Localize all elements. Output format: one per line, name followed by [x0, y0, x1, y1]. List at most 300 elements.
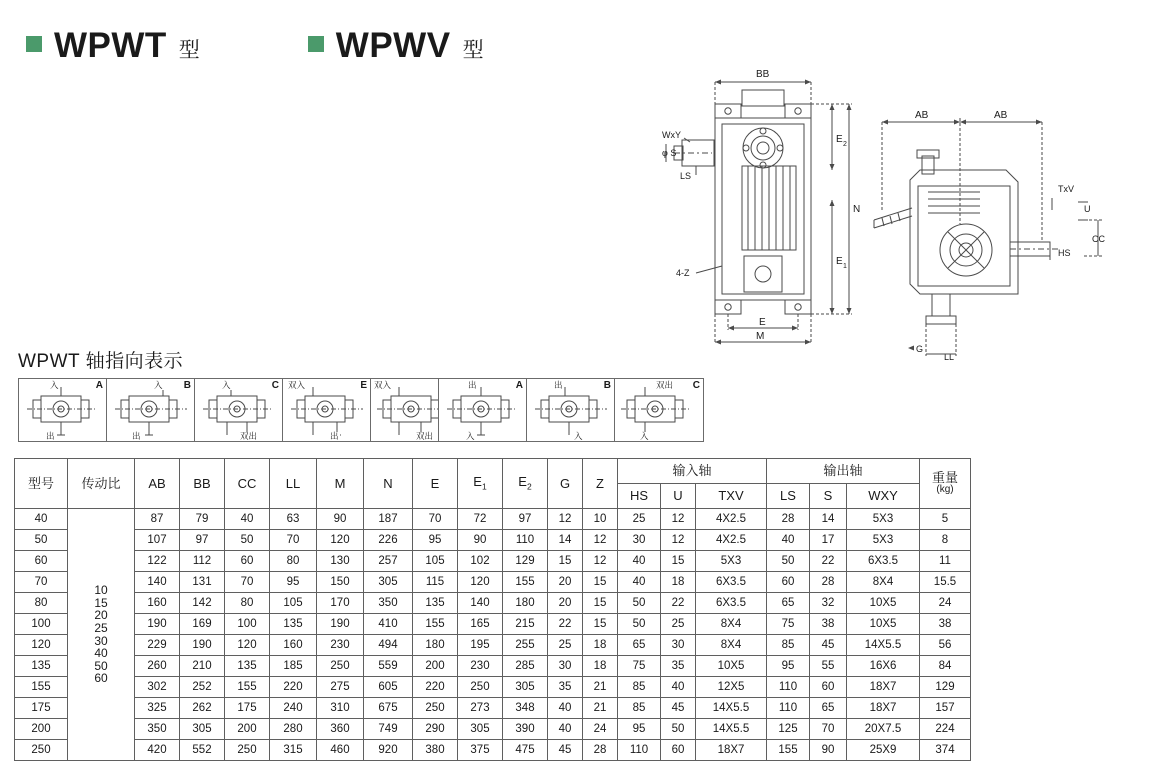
shaft-option-f-top-label: 双入 — [374, 380, 392, 390]
shaft-option-f-bottom-label: 双出 — [416, 430, 434, 441]
accent-square-icon — [26, 36, 42, 52]
cell-g: 20 — [548, 572, 583, 593]
cell-z: 21 — [583, 677, 618, 698]
cell-e2: 255 — [503, 635, 548, 656]
cell-s: 17 — [810, 530, 847, 551]
cell-ab: 302 — [135, 677, 180, 698]
cell-e2: 155 — [503, 572, 548, 593]
cell-n: 305 — [364, 572, 413, 593]
cell-wxy: 5X3 — [847, 509, 920, 530]
shaft-option-a[interactable] — [19, 379, 107, 441]
shaft-direction-section-label: WPWT 轴指向表示 — [18, 351, 184, 372]
cell-ls: 125 — [767, 719, 810, 740]
cell-ab: 87 — [135, 509, 180, 530]
output-option-b-icon — [527, 379, 615, 441]
th-ab: AB — [135, 459, 180, 509]
cell-n: 559 — [364, 656, 413, 677]
cell-txv: 4X2.5 — [696, 530, 767, 551]
cell-wxy: 20X7.5 — [847, 719, 920, 740]
output-option-a-icon — [439, 379, 527, 441]
cell-g: 25 — [548, 635, 583, 656]
svg-text:M: M — [756, 331, 765, 342]
cell-g: 40 — [548, 698, 583, 719]
cell-wxy: 6X3.5 — [847, 551, 920, 572]
cell-cc: 200 — [225, 719, 270, 740]
svg-text:φ S: φ S — [662, 148, 677, 158]
cell-weight: 38 — [920, 614, 971, 635]
th-model: 型号 — [15, 459, 68, 509]
cell-n: 187 — [364, 509, 413, 530]
cell-wxy: 14X5.5 — [847, 635, 920, 656]
ratio-20: 20 — [94, 608, 108, 623]
table-row — [15, 614, 971, 635]
cell-z: 28 — [583, 740, 618, 761]
cell-e1: 230 — [458, 656, 503, 677]
cell-wxy: 16X6 — [847, 656, 920, 677]
cell-z: 21 — [583, 698, 618, 719]
output-option-b[interactable] — [527, 379, 615, 441]
th-input-group: 输入轴 — [618, 459, 767, 484]
output-option-a-bottom-label: 入 — [466, 430, 475, 441]
cell-u: 50 — [661, 719, 696, 740]
shaft-option-c[interactable] — [195, 379, 283, 441]
svg-text:G: G — [916, 344, 924, 354]
cell-ll: 80 — [270, 551, 317, 572]
cell-hs: 25 — [618, 509, 661, 530]
output-option-a-tag: A — [515, 380, 523, 391]
table-row — [15, 656, 971, 677]
th-g: G — [548, 459, 583, 509]
cell-ls: 75 — [767, 614, 810, 635]
output-option-a-top-label: 出 — [468, 380, 477, 390]
cell-n: 605 — [364, 677, 413, 698]
ratio-50: 50 — [94, 658, 108, 673]
cell-n: 494 — [364, 635, 413, 656]
cell-e2: 285 — [503, 656, 548, 677]
cell-m: 130 — [317, 551, 364, 572]
cell-model: 200 — [15, 719, 68, 740]
cell-weight: 8 — [920, 530, 971, 551]
title-wpwv-name: WPWV — [335, 26, 451, 65]
cell-z: 12 — [583, 530, 618, 551]
cell-g: 30 — [548, 656, 583, 677]
cell-txv: 14X5.5 — [696, 698, 767, 719]
th-hs: HS — [618, 484, 661, 509]
cell-u: 25 — [661, 614, 696, 635]
cell-cc: 50 — [225, 530, 270, 551]
th-n: N — [364, 459, 413, 509]
cell-z: 18 — [583, 656, 618, 677]
cell-e2: 348 — [503, 698, 548, 719]
cell-ll: 240 — [270, 698, 317, 719]
cell-e: 135 — [413, 593, 458, 614]
output-option-c-bottom-label: 入 — [640, 430, 649, 441]
cell-ll: 105 — [270, 593, 317, 614]
cell-bb: 79 — [180, 509, 225, 530]
cell-e1: 195 — [458, 635, 503, 656]
table-row — [15, 572, 971, 593]
cell-s: 70 — [810, 719, 847, 740]
th-e2 — [503, 459, 548, 509]
cell-cc: 175 — [225, 698, 270, 719]
cell-bb: 190 — [180, 635, 225, 656]
svg-text:CC: CC — [1092, 234, 1105, 244]
shaft-option-c-bottom-label: 双出 — [240, 430, 258, 441]
cell-s: 28 — [810, 572, 847, 593]
cell-weight: 157 — [920, 698, 971, 719]
cell-z: 24 — [583, 719, 618, 740]
cell-ab: 107 — [135, 530, 180, 551]
th-ll: LL — [270, 459, 317, 509]
cell-e1: 120 — [458, 572, 503, 593]
cell-s: 45 — [810, 635, 847, 656]
ratio-40: 40 — [94, 646, 108, 661]
cell-hs: 85 — [618, 677, 661, 698]
cell-bb: 97 — [180, 530, 225, 551]
cell-ls: 110 — [767, 677, 810, 698]
svg-text:HS: HS — [1058, 248, 1071, 258]
th-m: M — [317, 459, 364, 509]
cell-ll: 185 — [270, 656, 317, 677]
cell-model: 80 — [15, 593, 68, 614]
cell-g: 12 — [548, 509, 583, 530]
shaft-option-a-top-label: 入 — [50, 380, 59, 390]
cell-n: 350 — [364, 593, 413, 614]
specification-table — [14, 458, 971, 761]
th-e1-main: E — [473, 474, 482, 490]
cell-txv: 6X3.5 — [696, 572, 767, 593]
cell-ll: 280 — [270, 719, 317, 740]
cell-e2: 110 — [503, 530, 548, 551]
ratio-60: 60 — [94, 671, 108, 686]
output-option-b-top-label: 出 — [554, 380, 563, 390]
cell-txv: 14X5.5 — [696, 719, 767, 740]
output-option-a[interactable] — [439, 379, 527, 441]
cell-u: 60 — [661, 740, 696, 761]
table-row — [15, 719, 971, 740]
svg-text:TxV: TxV — [1058, 184, 1075, 194]
th-txv: TXV — [696, 484, 767, 509]
th-bb: BB — [180, 459, 225, 509]
cell-txv: 8X4 — [696, 635, 767, 656]
cell-e1: 305 — [458, 719, 503, 740]
ratio-30: 30 — [94, 633, 108, 648]
cell-model: 135 — [15, 656, 68, 677]
cell-model: 40 — [15, 509, 68, 530]
cell-bb: 252 — [180, 677, 225, 698]
cell-weight: 11 — [920, 551, 971, 572]
cell-e1: 375 — [458, 740, 503, 761]
cell-ab: 229 — [135, 635, 180, 656]
cell-s: 90 — [810, 740, 847, 761]
cell-e1: 102 — [458, 551, 503, 572]
table-row — [15, 635, 971, 656]
cell-e: 105 — [413, 551, 458, 572]
cell-e2: 390 — [503, 719, 548, 740]
cell-cc: 155 — [225, 677, 270, 698]
cell-bb: 142 — [180, 593, 225, 614]
cell-ls: 40 — [767, 530, 810, 551]
cell-ll: 63 — [270, 509, 317, 530]
cell-e1: 273 — [458, 698, 503, 719]
cell-ls: 60 — [767, 572, 810, 593]
th-e1 — [458, 459, 503, 509]
cell-e: 95 — [413, 530, 458, 551]
cell-s: 55 — [810, 656, 847, 677]
cell-ls: 28 — [767, 509, 810, 530]
cell-weight: 56 — [920, 635, 971, 656]
cell-txv: 8X4 — [696, 614, 767, 635]
cell-u: 35 — [661, 656, 696, 677]
cell-weight: 84 — [920, 656, 971, 677]
cell-s: 22 — [810, 551, 847, 572]
shaft-option-e-bottom-label: 出 — [330, 430, 339, 441]
th-e: E — [413, 459, 458, 509]
svg-text:LL: LL — [944, 352, 955, 362]
cell-bb: 210 — [180, 656, 225, 677]
shaft-option-e-top-label: 双入 — [288, 380, 306, 390]
cell-g: 20 — [548, 593, 583, 614]
shaft-option-a-tag: A — [95, 380, 103, 391]
shaft-orientation-strip-output — [438, 378, 704, 442]
shaft-option-b-bottom-label: 出 — [132, 430, 141, 441]
cell-e1: 72 — [458, 509, 503, 530]
cell-m: 190 — [317, 614, 364, 635]
title-wpwv — [308, 26, 484, 66]
cell-n: 410 — [364, 614, 413, 635]
cell-e1: 250 — [458, 677, 503, 698]
cell-e2: 129 — [503, 551, 548, 572]
cell-s: 32 — [810, 593, 847, 614]
cell-g: 45 — [548, 740, 583, 761]
title-row — [26, 26, 484, 66]
cell-cc: 70 — [225, 572, 270, 593]
cell-bb: 112 — [180, 551, 225, 572]
technical-drawing-group — [660, 60, 1140, 380]
cell-cc: 100 — [225, 614, 270, 635]
table-row — [15, 593, 971, 614]
cell-n: 675 — [364, 698, 413, 719]
cell-e1: 140 — [458, 593, 503, 614]
cell-e: 380 — [413, 740, 458, 761]
shaft-option-c-top-label: 入 — [222, 380, 231, 390]
cell-z: 15 — [583, 614, 618, 635]
cell-hs: 110 — [618, 740, 661, 761]
cell-ab: 190 — [135, 614, 180, 635]
cell-m: 250 — [317, 656, 364, 677]
cell-z: 15 — [583, 572, 618, 593]
cell-model: 250 — [15, 740, 68, 761]
cell-wxy: 18X7 — [847, 698, 920, 719]
cell-n: 920 — [364, 740, 413, 761]
cell-model: 70 — [15, 572, 68, 593]
cell-ls: 85 — [767, 635, 810, 656]
cell-m: 460 — [317, 740, 364, 761]
cell-e: 180 — [413, 635, 458, 656]
output-option-c[interactable] — [615, 379, 703, 441]
cell-ls: 65 — [767, 593, 810, 614]
cell-hs: 40 — [618, 551, 661, 572]
cell-cc: 120 — [225, 635, 270, 656]
th-weight-unit: (kg) — [936, 484, 954, 496]
cell-g: 15 — [548, 551, 583, 572]
cell-wxy: 8X4 — [847, 572, 920, 593]
cell-wxy: 25X9 — [847, 740, 920, 761]
cell-m: 90 — [317, 509, 364, 530]
shaft-option-b[interactable] — [107, 379, 195, 441]
cell-weight: 24 — [920, 593, 971, 614]
cell-u: 15 — [661, 551, 696, 572]
title-wpwt-suffix: 型 — [178, 39, 200, 62]
output-option-b-tag: B — [603, 380, 611, 391]
cell-wxy: 10X5 — [847, 593, 920, 614]
shaft-option-c-tag: C — [271, 380, 279, 391]
cell-ab: 350 — [135, 719, 180, 740]
cell-g: 22 — [548, 614, 583, 635]
cell-ab: 122 — [135, 551, 180, 572]
cell-bb: 169 — [180, 614, 225, 635]
cell-cc: 40 — [225, 509, 270, 530]
cell-txv: 10X5 — [696, 656, 767, 677]
cell-model: 100 — [15, 614, 68, 635]
header-row-1 — [15, 459, 971, 484]
cell-e2: 305 — [503, 677, 548, 698]
svg-text:E: E — [836, 134, 843, 145]
cell-ll: 220 — [270, 677, 317, 698]
cell-e2: 215 — [503, 614, 548, 635]
ratio-15: 15 — [94, 595, 108, 610]
shaft-option-e[interactable] — [283, 379, 371, 441]
svg-text:AB: AB — [994, 110, 1008, 121]
cell-g: 14 — [548, 530, 583, 551]
cell-s: 38 — [810, 614, 847, 635]
cell-m: 120 — [317, 530, 364, 551]
cell-cc: 80 — [225, 593, 270, 614]
cell-ll: 70 — [270, 530, 317, 551]
ratio-10: 10 — [94, 583, 108, 598]
cell-bb: 305 — [180, 719, 225, 740]
output-option-c-tag: C — [692, 380, 700, 391]
cell-u: 18 — [661, 572, 696, 593]
accent-square-icon-2 — [308, 36, 324, 52]
cell-e: 250 — [413, 698, 458, 719]
svg-text:U: U — [1084, 204, 1091, 214]
cell-g: 35 — [548, 677, 583, 698]
ratio-25: 25 — [94, 620, 108, 635]
shaft-option-e-tag: E — [360, 380, 367, 391]
cell-weight: 224 — [920, 719, 971, 740]
cell-ab: 140 — [135, 572, 180, 593]
gearbox-drawings-svg — [660, 60, 1140, 380]
cell-hs: 65 — [618, 635, 661, 656]
cell-txv: 4X2.5 — [696, 509, 767, 530]
cell-bb: 262 — [180, 698, 225, 719]
cell-hs: 50 — [618, 593, 661, 614]
shaft-option-b-tag: B — [183, 380, 191, 391]
th-weight-main: 重量 — [931, 470, 958, 486]
svg-text:2: 2 — [843, 141, 847, 148]
svg-text:AB: AB — [915, 110, 929, 121]
cell-e1: 165 — [458, 614, 503, 635]
cell-m: 310 — [317, 698, 364, 719]
cell-model: 175 — [15, 698, 68, 719]
cell-ab: 260 — [135, 656, 180, 677]
table-row — [15, 740, 971, 761]
th-u: U — [661, 484, 696, 509]
cell-ll: 160 — [270, 635, 317, 656]
cell-weight: 129 — [920, 677, 971, 698]
cell-weight: 5 — [920, 509, 971, 530]
cell-e2: 475 — [503, 740, 548, 761]
th-s: S — [810, 484, 847, 509]
cell-e: 220 — [413, 677, 458, 698]
svg-text:1: 1 — [843, 263, 847, 270]
cell-ab: 420 — [135, 740, 180, 761]
cell-e: 200 — [413, 656, 458, 677]
cell-n: 257 — [364, 551, 413, 572]
cell-m: 230 — [317, 635, 364, 656]
svg-text:WxY: WxY — [662, 130, 681, 140]
th-ls: LS — [767, 484, 810, 509]
cell-hs: 40 — [618, 572, 661, 593]
cell-ll: 95 — [270, 572, 317, 593]
cell-cc: 250 — [225, 740, 270, 761]
shaft-option-b-icon — [107, 379, 195, 441]
cell-ab: 160 — [135, 593, 180, 614]
cell-u: 22 — [661, 593, 696, 614]
th-cc: CC — [225, 459, 270, 509]
cell-cc: 60 — [225, 551, 270, 572]
cell-e1: 90 — [458, 530, 503, 551]
cell-g: 40 — [548, 719, 583, 740]
cell-m: 150 — [317, 572, 364, 593]
cell-m: 360 — [317, 719, 364, 740]
svg-text:BB: BB — [756, 69, 770, 80]
cell-e: 290 — [413, 719, 458, 740]
cell-e: 70 — [413, 509, 458, 530]
cell-weight: 374 — [920, 740, 971, 761]
cell-n: 226 — [364, 530, 413, 551]
svg-text:N: N — [853, 204, 861, 215]
specification-table-body — [15, 509, 971, 761]
cell-txv: 18X7 — [696, 740, 767, 761]
cell-u: 45 — [661, 698, 696, 719]
table-row — [15, 677, 971, 698]
table-row — [15, 530, 971, 551]
th-e2-main: E — [518, 474, 527, 490]
cell-u: 40 — [661, 677, 696, 698]
th-wxy: WXY — [847, 484, 920, 509]
cell-hs: 85 — [618, 698, 661, 719]
cell-ab: 325 — [135, 698, 180, 719]
specification-table-head — [15, 459, 971, 509]
cell-cc: 135 — [225, 656, 270, 677]
output-option-b-bottom-label: 入 — [574, 430, 583, 441]
cell-txv: 6X3.5 — [696, 593, 767, 614]
cell-ll: 315 — [270, 740, 317, 761]
title-wpwv-suffix: 型 — [462, 39, 484, 62]
cell-ls: 155 — [767, 740, 810, 761]
title-wpwt-name: WPWT — [54, 26, 167, 65]
cell-model: 50 — [15, 530, 68, 551]
cell-bb: 552 — [180, 740, 225, 761]
cell-ratio-list — [68, 509, 135, 761]
svg-text:4-Z: 4-Z — [676, 268, 690, 278]
cell-weight: 15.5 — [920, 572, 971, 593]
shaft-option-a-bottom-label: 出 — [46, 430, 55, 441]
cell-z: 15 — [583, 593, 618, 614]
cell-wxy: 5X3 — [847, 530, 920, 551]
